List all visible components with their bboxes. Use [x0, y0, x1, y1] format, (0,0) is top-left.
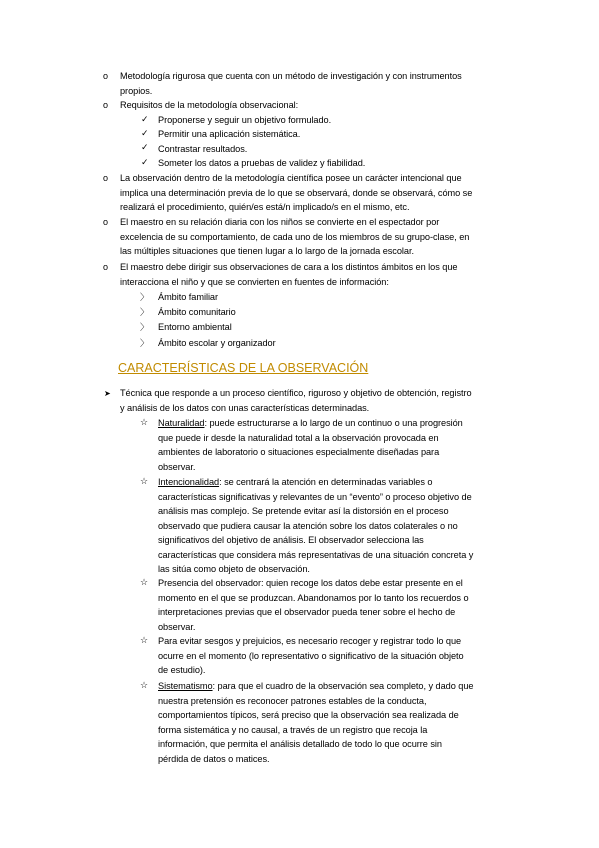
text-line: propios.	[120, 85, 153, 96]
text-line: ocurre en el momento (lo representativo o significativo de la situación objeto	[158, 650, 464, 661]
feature-term: Intencionalidad	[158, 477, 220, 487]
feature-item	[158, 634, 464, 678]
text-line: observar.	[158, 621, 196, 632]
text-line: implica una determinación previa de lo que se observará, donde se observará, cómo se	[120, 187, 473, 198]
list-item: Proponerse y seguir un objetivo formulado.	[158, 115, 332, 125]
checkmark-icon: ✓	[141, 128, 149, 138]
circle-bullet-icon: o	[103, 262, 109, 272]
chevron-right-icon: 〉	[140, 322, 150, 332]
list-item	[120, 98, 298, 113]
text-line: observado que pudiera causar la atención sobre los datos colaterales o no	[158, 520, 458, 531]
star-icon: ☆	[140, 417, 149, 427]
text-line: El maestro debe dirigir sus observaciones de cara a los distintos ámbitos en los que	[120, 262, 458, 272]
star-icon: ☆	[140, 476, 149, 486]
circle-bullet-icon: o	[103, 71, 109, 81]
arrow-bullet-icon: ➤	[104, 389, 111, 398]
text-line: las sitúa como objeto de observación.	[158, 564, 310, 574]
chevron-right-icon: 〉	[140, 307, 150, 317]
text-line: que puede ir desde la naturalidad total a la observación provocada en	[158, 432, 439, 443]
checkmark-icon: ✓	[141, 114, 149, 124]
star-icon: ☆	[140, 577, 149, 587]
text-line: observar.	[158, 461, 196, 472]
text-line: realizará el procedimiento, quién/es está/n implicado/s en el mismo, etc.	[120, 202, 410, 212]
list-item: Someter los datos a pruebas de validez y fiabilidad.	[158, 158, 366, 168]
text-line: Metodología rigurosa que cuenta con un método de investigación y con instrumentos	[120, 71, 462, 81]
list-item	[120, 69, 462, 98]
text-line: características que considera más representativas de una situación concreta y	[158, 549, 474, 560]
text-line: comportamientos típicos, será preciso que la observación sea realizada de	[158, 710, 459, 720]
text-line: ambientes de laboratorio o situaciones especialmente diseñadas para	[158, 447, 440, 457]
list-item: Ámbito familiar	[158, 292, 219, 302]
text-line: interacciona el niño y que se convierten en fuentes de información:	[120, 276, 389, 287]
text-line: y análisis de los datos con unas características determinadas.	[120, 402, 370, 413]
list-item: Contrastar resultados.	[158, 144, 248, 154]
circle-bullet-icon: o	[103, 173, 109, 183]
text-line: Técnica que responde a un proceso científico, riguroso y objetivo de obtención, registro	[120, 388, 472, 398]
text-line: momento en el que se produzcan. Abandonamos por lo tanto los recuerdos o	[158, 592, 469, 603]
list-item: Entorno ambiental	[158, 322, 232, 332]
text-line: significativos del objetivo de análisis. El observador selecciona las	[158, 535, 424, 545]
feature-text: : para que el cuadro de la observación sea completo, y dado que	[212, 681, 474, 691]
circle-bullet-icon: o	[103, 217, 109, 227]
text-line: análisis mas complejo. Se pretende evitar así la distorsión en el proceso	[158, 506, 449, 516]
text-line	[158, 416, 463, 431]
star-icon: ☆	[140, 635, 149, 645]
list-item	[120, 260, 457, 289]
list-item	[120, 171, 472, 215]
feature-term: Sistematismo	[158, 681, 213, 691]
text-line: excelencia de su comportamiento, de cada uno de los miembros de su grupo-clase, en	[120, 231, 470, 242]
feature-item	[158, 416, 463, 474]
intro-paragraph	[120, 386, 472, 415]
circle-bullet-icon: o	[103, 100, 109, 110]
text-line: Requisitos de la metodología observacional:	[120, 100, 299, 110]
feature-text: : se centrará la atención en determinadas variables o	[219, 477, 433, 487]
text-line: características significativas y relevantes de un “evento” o proceso objetivo de	[158, 491, 472, 502]
text-line: Para evitar sesgos y prejuicios, es necesario recoger y registrar todo lo que	[158, 636, 462, 646]
feature-item	[158, 679, 473, 766]
text-line: nuestra pretensión es reconocer patrones estables de la conducta,	[158, 695, 427, 706]
chevron-right-icon: 〉	[140, 338, 150, 348]
text-line	[158, 475, 473, 490]
checkmark-icon: ✓	[141, 142, 149, 152]
text-line: Presencia del observador: quien recoge los datos debe estar presente en el	[158, 578, 463, 588]
list-item: Permitir una aplicación sistemática.	[158, 129, 301, 139]
text-line: interpretaciones previas que el observador pueda tener sobre el hecho de	[158, 607, 456, 617]
feature-term: Naturalidad	[158, 418, 205, 428]
list-item: Ámbito comunitario	[158, 307, 236, 317]
feature-item	[158, 576, 469, 634]
chevron-right-icon: 〉	[140, 292, 150, 302]
list-item	[120, 215, 469, 259]
feature-text: : puede estructurarse a lo largo de un continuo o una progresión	[204, 418, 463, 428]
text-line: pérdida de datos o matices.	[158, 753, 270, 764]
section-heading: CARACTERÍSTICAS DE LA OBSERVACIÓN	[118, 361, 369, 375]
text-line: La observación dentro de la metodología científica posee un carácter intencional que	[120, 173, 462, 183]
text-line	[158, 679, 473, 694]
star-icon: ☆	[140, 680, 149, 690]
text-line: las múltiples situaciones que tienen lugar a lo largo de la jornada escolar.	[120, 246, 414, 256]
text-line: El maestro en su relación diaria con los niños se convierte en el espectador por	[120, 217, 440, 227]
text-line: información, que permita el análisis detallado de todo lo que ocurre sin	[158, 739, 442, 749]
list-item: Ámbito escolar y organizador	[158, 338, 276, 348]
text-line: forma sistemática y no causal, a través de un registro que recoja la	[158, 724, 428, 735]
checkmark-icon: ✓	[141, 157, 149, 167]
feature-item	[158, 475, 473, 577]
text-line: de estudio).	[158, 665, 206, 675]
